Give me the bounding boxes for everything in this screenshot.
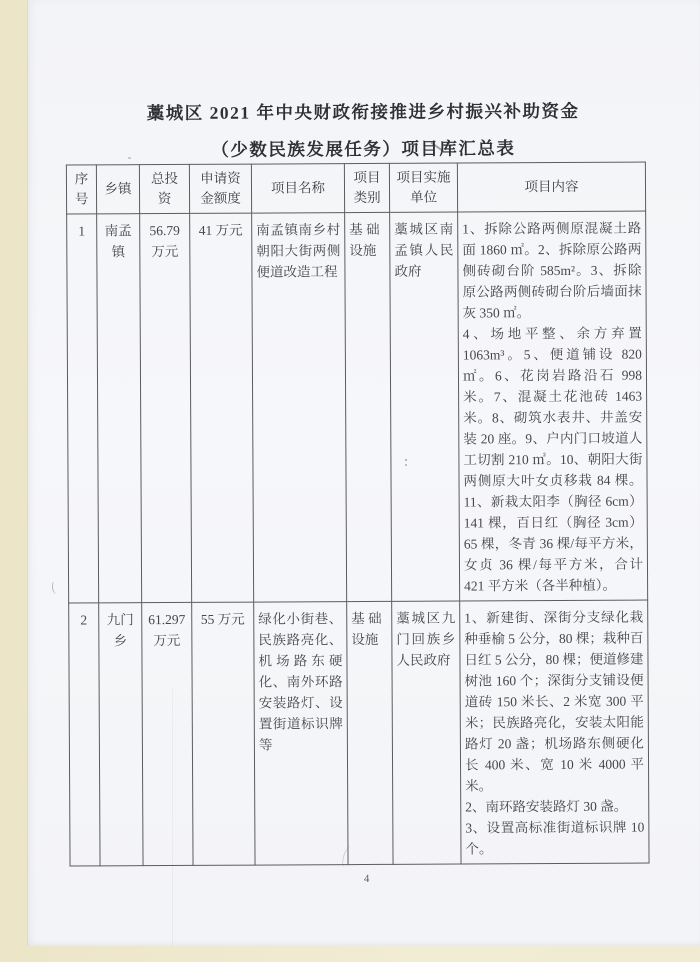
row2-category: 基 础 设施 [347,601,393,864]
table-row-2 [69,600,649,866]
row2-project-name: 绿化小街巷、民族路亮化、机场路东硬化、南外环路安装路灯、设置街道标识牌等 [254,602,348,865]
document-title-line1: 藁城区 2021 年中央财政衔接推进乡村振兴补助资金 [146,100,580,124]
col-header-requested-amount: 申请资 金额度 [189,164,251,213]
project-summary-table [66,162,650,867]
row2-requested-amount: 55 万元 [192,602,255,865]
document-title-line2: （少数民族发展任务）项目库汇总表 [211,138,516,160]
page-number: 4 [363,872,371,886]
col-header-category: 项目 类别 [344,163,389,212]
document-title [27,92,700,170]
col-header-project-content: 项目内容 [457,162,645,212]
row1-project-content: 1、拆除公路两侧原混凝土路面 1860 ㎡。2、拆除原公路两侧砖砌台阶 585m²。3、拆除原公路两侧砖砌台阶后墙面抹灰 350 ㎡。 4、场地平整、余方弃置 1063m³。5、便道铺设 820 ㎡。6、花岗岩路沿石 998 米。7、混凝土花池砖 1463 米。8、砌筑水表井、井盖安装 20 座。9、户内门口坡道人工切割 210 ㎡。10、朝阳大街两侧原大叶女贞移栽 84 棵。11、新栽太阳李（胸径 6cm）141 棵，百日红（胸径 3cm）65 棵，冬青 36 棵/每平方米，女贞 36 棵/每平方米，合计 421 平方米（各半种植）。 [458,211,648,601]
page-content [26,0,700,948]
paper-sheet [27,0,700,946]
row1-requested-amount: 41 万元 [190,213,254,602]
table-header-row [66,162,645,214]
col-header-project-name: 项目名称 [251,164,344,213]
row1-investment: 56.79 万元 [140,213,192,602]
row1-town: 南孟 镇 [97,214,142,603]
row1-no: 1 [67,214,99,603]
row2-no: 2 [69,603,100,866]
row1-implementing-unit: 藁城区南孟镇人民政府 [390,212,460,601]
col-header-no: 序 号 [66,165,96,214]
col-header-town: 乡镇 [96,165,139,214]
row2-project-content: 1、新建街、深街分支绿化栽种垂榆 5 公分，80 棵；栽种百日红 5 公分，80 棵；便道修建树池 160 个；深街分支铺设便道砖 150 米长、2 米宽 300 平米；民族路亮化，安装太阳能路灯 20 盏；机场路东侧硬化长 400 米、宽 10 米 4000 平米。 2、南环路安装路灯 30 盏。 3、设置高标准街道标识牌 10 个。 [460,600,649,864]
row1-project-name: 南孟镇南乡村朝阳大街两侧便道改造工程 [252,213,347,602]
col-header-implementing-unit: 项目实施 单位 [389,163,457,212]
row2-town: 九门 乡 [99,603,143,866]
table-row-1 [67,211,648,603]
row2-investment: 61.297 万元 [142,602,193,865]
col-header-investment: 总投 资 [139,164,189,213]
row1-category: 基 础 设施 [345,212,392,601]
row2-implementing-unit: 藁城区九门回族乡人民政府 [392,601,461,864]
